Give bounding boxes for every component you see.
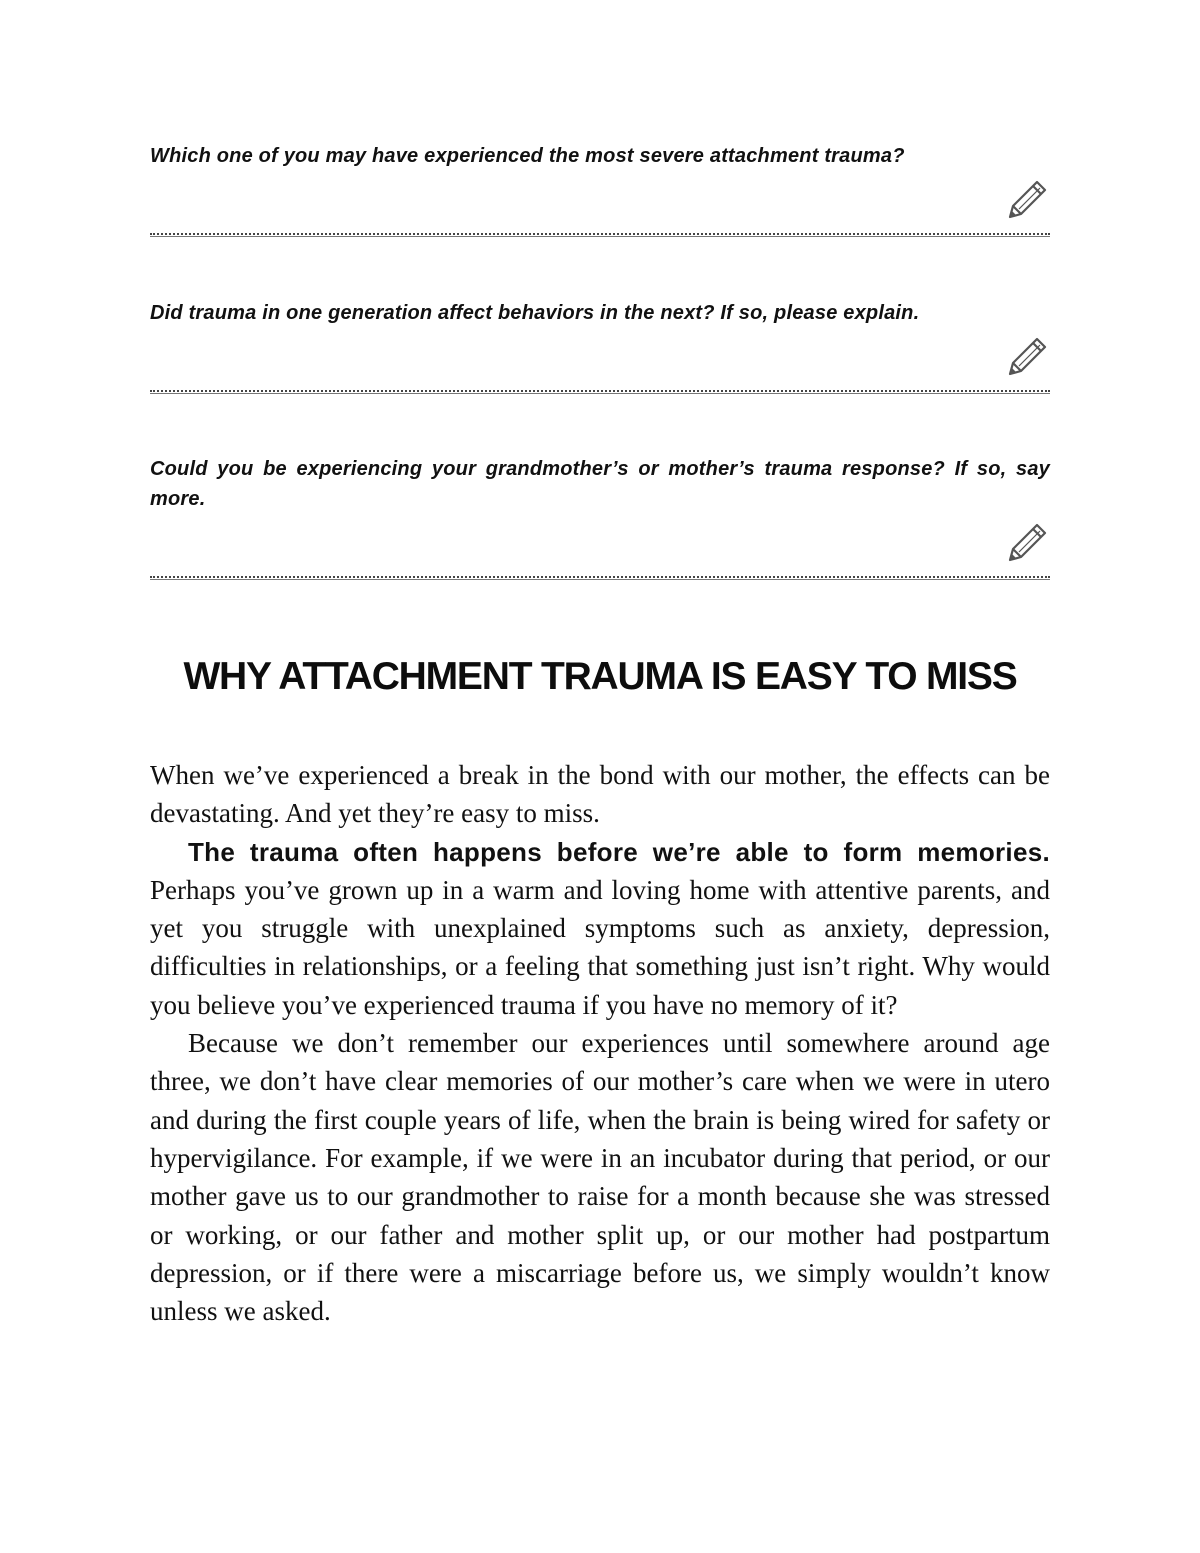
answer-line[interactable] xyxy=(150,233,1050,235)
paragraph-2-text: Perhaps you’ve grown up in a warm and loving home with attentive parents, and yet you struggle with unexplained symptoms such as anxiety, depression, difficulties in relationships, or a feeling that something just isn’t right. Why would you believe you’ve experienced trauma if you have no memory of it? xyxy=(150,874,1050,1020)
answer-line[interactable] xyxy=(150,576,1050,578)
paragraph-2-lead-in: The trauma often happens before we’re able to form memories. xyxy=(188,836,1050,867)
paragraph-1: When we’ve experienced a break in the bond with our mother, the effects can be devastating. And yet they’re easy to miss. xyxy=(150,760,1050,829)
paragraph-3: Because we don’t remember our experiences until somewhere around age three, we don’t have clear memories of our mother’s care when we were in utero and during the first couple years of life, when the brain is being wired for safety or hypervigilance. For example, if we were in an incubator during that period, or our mother gave us to our grandmother to raise for a month because she was stressed or working, or our father and mother split up, or our mother had postpartum depression, or if there were a miscarriage before us, we simply wouldn’t know unless we asked. xyxy=(150,1028,1050,1327)
pencil-icon xyxy=(1004,520,1050,566)
section-heading: WHY ATTACHMENT TRAUMA IS EASY TO MISS xyxy=(183,655,1017,698)
journal-prompt-1 xyxy=(150,141,1050,171)
pencil-icon xyxy=(1004,334,1050,380)
paragraph-2 xyxy=(150,833,1050,1024)
prompt-text: Could you be experiencing your grandmother’s or mother’s trauma response? If so, say more. xyxy=(150,458,1050,510)
prompt-text: Did trauma in one generation affect behaviors in the next? If so, please explain. xyxy=(150,302,920,324)
pencil-icon xyxy=(1004,177,1050,223)
prompt-text: Which one of you may have experienced the most severe attachment trauma? xyxy=(150,145,905,167)
body-text xyxy=(150,756,1050,1330)
journal-prompt-2 xyxy=(150,298,1050,328)
journal-prompt-3 xyxy=(150,454,1050,514)
answer-line[interactable] xyxy=(150,390,1050,392)
